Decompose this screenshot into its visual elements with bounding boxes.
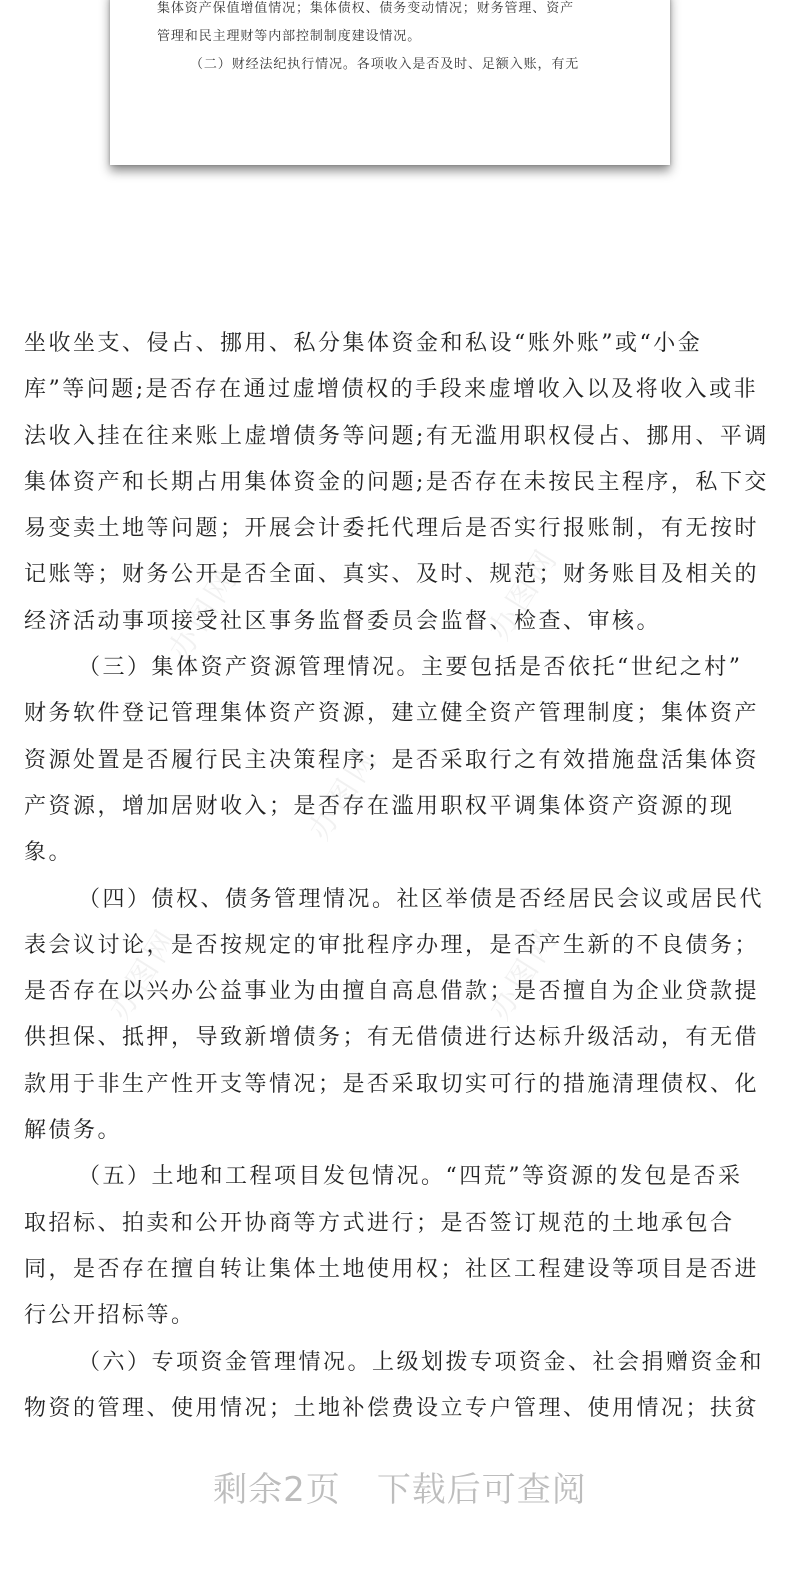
watermark: 办图网 — [162, 561, 246, 667]
section-heading-3: （三）集体资产资源管理情况。主要包括是否依托“世纪之村” — [78, 655, 743, 681]
document-line: 法收入挂在往来账上虚增债务等问题;有无滥用职权侵占、挪用、平调 — [24, 423, 769, 449]
document-line: 库”等问题;是否存在通过虚增债权的手段来虚增收入以及将收入或非 — [24, 377, 759, 403]
watermark: 办图网 — [482, 921, 566, 1027]
document-line: 表会议讨论，是否按规定的审批程序办理，是否产生新的不良债务； — [24, 932, 760, 958]
remaining-pages-label: 剩余2页 — [213, 1470, 341, 1510]
document-line: 款用于非生产性开支等情况；是否采取切实可行的措施清理债权、化 — [24, 1071, 760, 1097]
document-line: 集体资产和长期占用集体资金的问题;是否存在未按民主程序，私下交 — [24, 469, 769, 495]
document-line: 财务软件登记管理集体资产资源，建立健全资产管理制度；集体资产 — [24, 701, 760, 727]
document-line: 解债务。 — [24, 1118, 123, 1144]
document-line: 供担保、抵押，导致新增债务；有无借债进行达标升级活动，有无借 — [24, 1025, 760, 1051]
section-heading-5: （五）土地和工程项目发包情况。“四荒”等资源的发包是否采 — [78, 1164, 743, 1190]
watermark: 办图网 — [302, 741, 386, 847]
previous-page-preview — [110, 0, 670, 165]
document-line: 同，是否存在擅自转让集体土地使用权；社区工程建设等项目是否进 — [24, 1256, 760, 1282]
document-line: 是否存在以兴办公益事业为由擅自高息借款；是否擅自为企业贷款提 — [24, 979, 760, 1005]
watermark: 办图网 — [482, 541, 566, 647]
document-line: 易变卖土地等问题；开展会计委托代理后是否实行报账制，有无按时 — [24, 516, 760, 542]
watermark: 办图网 — [102, 921, 186, 1027]
preview-line-2: 管理和民主理财等内部控制制度建设情况。 — [157, 29, 422, 44]
document-line: 产资源，增加居财收入；是否存在滥用职权平调集体资产资源的现 — [24, 793, 735, 819]
document-line: 记账等；财务公开是否全面、真实、及时、规范；财务账目及相关的 — [24, 562, 760, 588]
preview-line-1: 集体资产保值增值情况；集体债权、债务变动情况；财务管理、资产 — [157, 1, 575, 16]
document-line: 行公开招标等。 — [24, 1303, 196, 1329]
section-heading-4: （四）债权、债务管理情况。社区举债是否经居民会议或居民代 — [78, 886, 765, 912]
download-to-view-banner[interactable] — [0, 1462, 800, 1511]
section-heading-6: （六）专项资金管理情况。上级划拨专项资金、社会捐赠资金和 — [78, 1349, 765, 1375]
document-line: 坐收坐支、侵占、挪用、私分集体资金和私设“账外账”或“小金 — [24, 331, 703, 356]
document-line: 取招标、拍卖和公开协商等方式进行；是否签订规范的土地承包合 — [24, 1210, 735, 1236]
document-line: 资源处置是否履行民主决策程序；是否采取行之有效措施盘活集体资 — [24, 747, 760, 773]
document-line: 物资的管理、使用情况；土地补偿费设立专户管理、使用情况；扶贫 — [24, 1395, 760, 1421]
preview-line-3: （二）财经法纪执行情况。各项收入是否及时、足额入账，有无 — [190, 57, 580, 72]
document-line: 象。 — [24, 840, 74, 866]
download-hint-label: 下载后可查阅 — [376, 1470, 587, 1510]
document-line: 经济活动事项接受社区事务监督委员会监督、检查、审核。 — [24, 608, 662, 634]
document-body — [24, 321, 769, 1432]
